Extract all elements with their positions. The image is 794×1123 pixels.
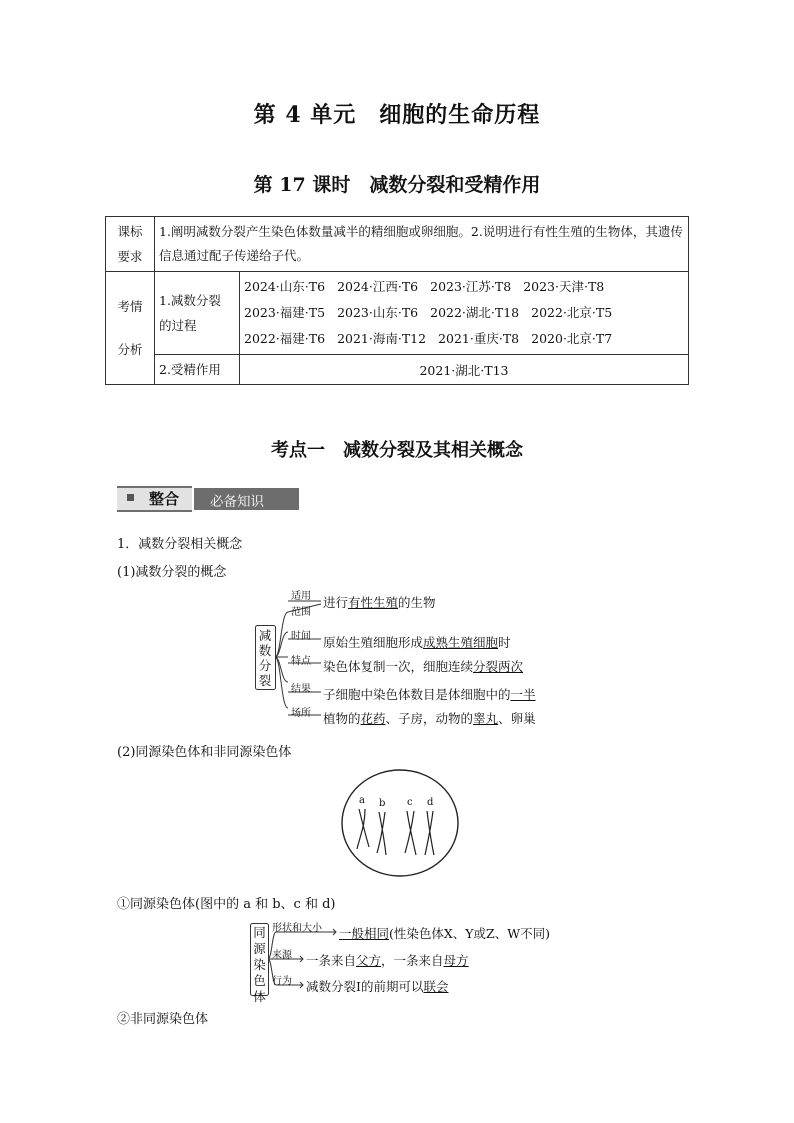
years-row: 2024·山东·T6 2024·江西·T6 2023·江苏·T8 2023·天津·T8 — [244, 279, 605, 294]
subitem-heading: (1)减数分裂的概念 — [117, 565, 227, 580]
chromosome-label: a — [359, 795, 365, 806]
diagram-branch-feature: 染色体复制一次，细胞连续分裂两次 — [323, 659, 524, 674]
years-row: 2022·福建·T6 2021·海南·T12 2021·重庆·T8 2020·北京·T7 — [244, 331, 613, 346]
banner-right-label: 必备知识 — [210, 494, 264, 510]
topic-meiosis-years — [240, 272, 689, 355]
section-title: 考点一 减数分裂及其相关概念 — [271, 440, 523, 461]
cell-drawing — [339, 767, 461, 879]
diagram-branch-scope: 进行有性生殖的生物 — [323, 595, 436, 610]
homologous-root: 同源染色体 — [253, 925, 266, 1004]
homologous-row-origin: 一条来自父方，一条来自母方 — [306, 953, 469, 968]
unit-title: 第 4 单元 细胞的生命历程 — [253, 102, 541, 128]
standards-table — [105, 216, 689, 385]
homologous-heading: ①同源染色体(图中的 a 和 b、c 和 d) — [117, 897, 336, 912]
subitem-heading: (2)同源染色体和非同源染色体 — [117, 745, 292, 760]
row-header-requirements: 课标 要求 — [106, 217, 155, 272]
diagram-root: 减数分裂 — [258, 628, 272, 688]
item-heading: 1．减数分裂相关概念 — [117, 537, 243, 552]
diagram-branch-time: 原始生殖细胞形成成熟生殖细胞时 — [323, 635, 511, 650]
chromosome-label: b — [379, 798, 386, 809]
topic-meiosis: 1.减数分裂 的过程 — [155, 272, 240, 355]
chromosome-label: c — [407, 797, 413, 808]
meiosis-concept-diagram: 减数分裂 适用 范围 进行有性生殖的生物 时间 原始生殖细胞形成成熟生殖细胞时 特点 染色体复制一次，细胞连续分裂两次 结果 子细胞中染色体数目是体细胞中的一半 场所 植物的花药、子房，动物的睾丸、卵巢 — [255, 584, 555, 734]
diagram-branch-location: 植物的花药、子房，动物的睾丸、卵巢 — [323, 711, 536, 726]
homologous-row-behavior: 减数分裂Ⅰ的前期可以联会 — [306, 979, 449, 994]
homologous-row-shape: 一般相同(性染色体X、Y或Z、W不同) — [339, 926, 550, 941]
diagram-branch-result: 子细胞中染色体数目是体细胞中的一半 — [323, 687, 536, 702]
row-header-analysis: 考情 分析 — [106, 272, 155, 385]
years-row: 2023·福建·T5 2023·山东·T6 2022·湖北·T18 2022·北京·T5 — [244, 305, 613, 320]
section-banner — [117, 486, 299, 512]
cell-chromosome-figure — [339, 767, 461, 879]
nonhomologous-heading: ②非同源染色体 — [117, 1012, 209, 1027]
homologous-diagram: 同源染色体 形状和大小 一般相同(性染色体X、Y或Z、W不同) 来源 一条来自父方，一条来自母方 行为 减数分裂Ⅰ的前期可以联会 — [250, 918, 550, 1000]
topic-fertilization: 2.受精作用 — [155, 355, 240, 385]
topic-fertilization-years: 2021·湖北·T13 — [240, 355, 689, 385]
requirements-text: 1.阐明减数分裂产生染色体数量减半的精细胞或卵细胞。2.说明进行有性生殖的生物体，其遗传信息通过配子传递给子代。 — [155, 217, 689, 272]
banner-left-label: 整合 — [149, 490, 180, 508]
lesson-title: 第 17 课时 减数分裂和受精作用 — [253, 174, 541, 196]
chromosome-label: d — [427, 797, 434, 808]
square-bullet-icon — [127, 494, 134, 501]
